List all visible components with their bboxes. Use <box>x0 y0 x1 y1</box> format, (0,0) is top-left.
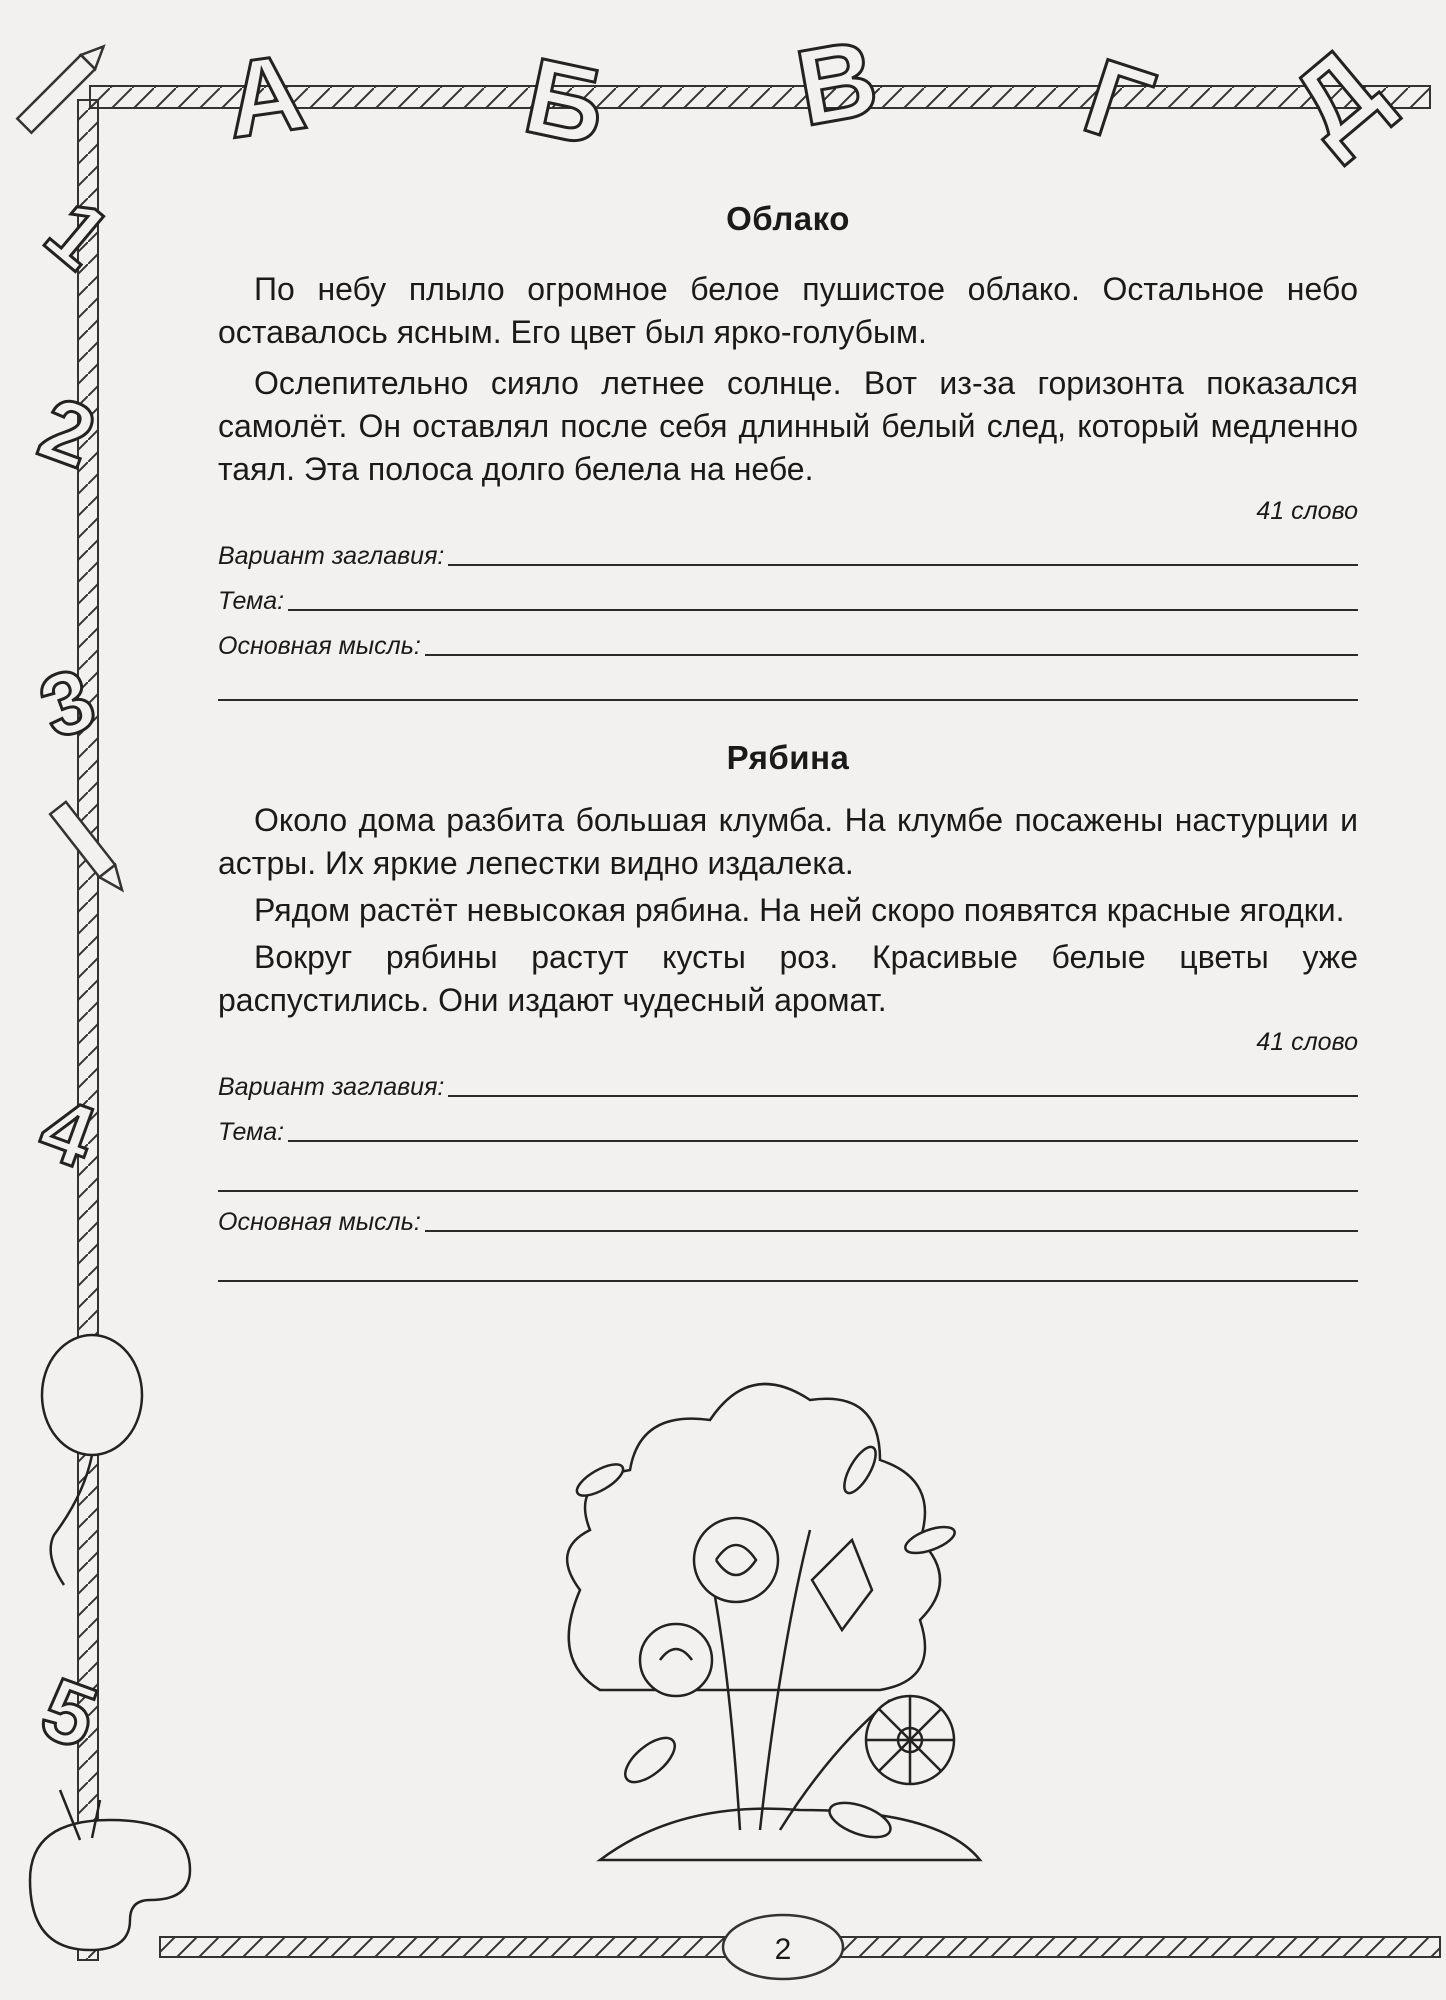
number-4: 4 <box>27 1077 108 1188</box>
palette-icon <box>30 1790 190 1950</box>
answer-line[interactable] <box>218 1147 1358 1192</box>
flower-bush-illustration <box>567 1384 980 1860</box>
paragraph: Вокруг рябины растут кусты роз. Красивые белые цветы уже распустились. Они издают чудесный аромат. <box>218 939 1358 1018</box>
paragraph: Рядом растёт невысокая рябина. На ней скоро появятся красные ягодки. <box>254 892 1345 928</box>
bottom-rope-border-right <box>840 1937 1440 1957</box>
theme-field[interactable] <box>218 571 1358 616</box>
answer-line[interactable] <box>448 1095 1358 1097</box>
section-title-ryabina: Рябина <box>726 739 850 776</box>
number-3: 3 <box>27 647 108 758</box>
field-label: Основная мысль: <box>218 632 421 660</box>
paragraph: Около дома разбита большая клумба. На клумбе посажены настурции и астры. Их яркие лепестки видно издалека. <box>218 802 1358 881</box>
word-count: 41 слово <box>1256 497 1358 525</box>
letter-g: Г <box>1070 34 1167 169</box>
field-label: Тема: <box>218 1118 285 1146</box>
title-variant-field[interactable] <box>218 1057 1358 1102</box>
answer-line[interactable] <box>218 1237 1358 1282</box>
answer-line[interactable] <box>425 1230 1358 1232</box>
answer-line[interactable] <box>288 1140 1358 1142</box>
letter-d: Д <box>1267 25 1404 168</box>
number-5: 5 <box>29 1658 110 1768</box>
letter-v: В <box>787 15 886 149</box>
field-label: Тема: <box>218 587 285 615</box>
letter-b: Б <box>515 34 617 169</box>
paragraph: Ослепительно сияло летнее солнце. Вот из-за горизонта показался самолёт. Он оставлял после себя длинный белый след, который медленно таял. Эта полоса долго белела на небе. <box>218 365 1358 487</box>
field-label: Вариант заглавия: <box>218 542 445 570</box>
bottom-rope-border-left <box>160 1937 730 1957</box>
field-label: Основная мысль: <box>218 1208 421 1236</box>
word-count: 41 слово <box>1256 1028 1358 1056</box>
number-1: 1 <box>27 180 129 288</box>
theme-field[interactable] <box>218 1102 1358 1147</box>
answer-line[interactable] <box>425 654 1358 656</box>
number-2: 2 <box>27 377 108 488</box>
section-title-oblako: Облако <box>726 200 850 237</box>
field-label: Вариант заглавия: <box>218 1073 445 1101</box>
main-idea-field[interactable] <box>218 1192 1358 1237</box>
page-number: 2 <box>774 1933 792 1966</box>
main-idea-field[interactable] <box>218 616 1358 661</box>
letter-a: А <box>218 30 313 161</box>
answer-line[interactable] <box>218 661 1358 701</box>
main-content <box>218 200 1358 1282</box>
paragraph: По небу плыло огромное белое пушистое облако. Остальное небо оставалось ясным. Его цвет был ярко-голубым. <box>218 271 1358 350</box>
answer-line[interactable] <box>288 609 1358 611</box>
answer-line[interactable] <box>448 564 1358 566</box>
title-variant-field[interactable] <box>218 526 1358 571</box>
